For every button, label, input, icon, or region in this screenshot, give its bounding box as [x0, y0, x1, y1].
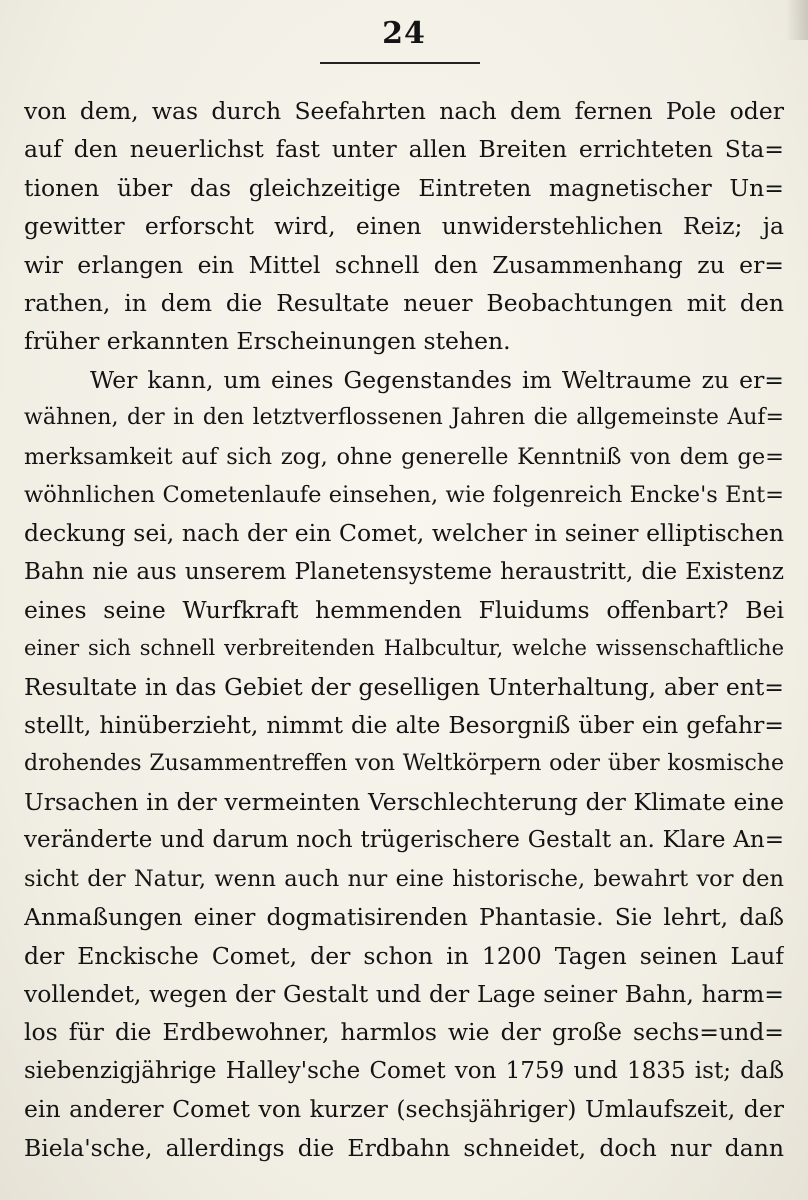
text-line: früher erkannten Erscheinungen stehen. — [24, 327, 511, 356]
paragraph-first-line: Wer kann, um eines Gegenstandes im Weltraume zu er= — [90, 365, 784, 394]
text-line: veränderte und darum noch trügerischere Gestalt an. Klare An= — [24, 827, 784, 854]
text-line: von dem, was durch Seefahrten nach dem fernen Pole oder — [24, 97, 784, 125]
text-line: sicht der Natur, wenn auch nur eine historische, bewahrt vor den — [24, 865, 784, 892]
body-text — [24, 92, 784, 1167]
header-rule — [320, 62, 480, 64]
text-line: tionen über das gleichzeitige Eintreten magnetischer Un= — [24, 173, 784, 202]
text-line: Resultate in das Gebiet der geselligen Unterhaltung, aber ent= — [24, 672, 784, 701]
text-line: siebenzigjährige Halley'sche Comet von 1759 und 1835 ist; daß — [24, 1057, 784, 1084]
text-line: wöhnlichen Cometenlaufe einsehen, wie folgenreich Encke's Ent= — [24, 481, 784, 508]
text-line: Ursachen in der vermeinten Verschlechterung der Klimate eine — [24, 788, 784, 817]
text-line: Biela'sche, allerdings die Erdbahn schneidet, doch nur dann — [24, 1133, 784, 1162]
text-line: stellt, hinüberzieht, nimmt die alte Besorgniß über ein gefahr= — [24, 711, 784, 740]
text-line: eines seine Wurfkraft hemmenden Fluidums offenbart? Bei — [24, 596, 784, 625]
text-line: der Enckische Comet, der schon in 1200 Tagen seinen Lauf — [24, 941, 784, 970]
text-line: Bahn nie aus unserem Planetensysteme heraustritt, die Existenz — [24, 558, 784, 585]
text-line: drohendes Zusammentreffen von Weltkörpern oder über kosmische — [24, 750, 784, 776]
text-line: rathen, in dem die Resultate neuer Beobachtungen mit den — [24, 288, 784, 317]
text-line: gewitter erforscht wird, einen unwiderstehlichen Reiz; ja — [24, 212, 784, 241]
text-line: wähnen, der in den letztverflossenen Jahren die allgemeinste Auf= — [24, 405, 784, 431]
text-line: merksamkeit auf sich zog, ohne generelle Kenntniß von dem ge= — [24, 443, 784, 470]
text-line: deckung sei, nach der ein Comet, welcher in seiner elliptischen — [24, 519, 784, 548]
text-line: los für die Erdbewohner, harmlos wie der große sechs=und= — [24, 1018, 784, 1047]
text-line: vollendet, wegen der Gestalt und der Lage seiner Bahn, harm= — [24, 979, 784, 1008]
text-line: Anmaßungen einer dogmatisirenden Phantasie. Sie lehrt, daß — [24, 903, 784, 932]
text-line: auf den neuerlichst fast unter allen Breiten errichteten Sta= — [24, 135, 784, 164]
text-line: wir erlangen ein Mittel schnell den Zusammenhang zu er= — [24, 250, 784, 279]
text-line: einer sich schnell verbreitenden Halbcultur, welche wissenschaftliche — [24, 636, 784, 661]
page-number: 24 — [382, 16, 426, 51]
text-line: ein anderer Comet von kurzer (sechsjähriger) Umlaufszeit, der — [24, 1095, 784, 1124]
